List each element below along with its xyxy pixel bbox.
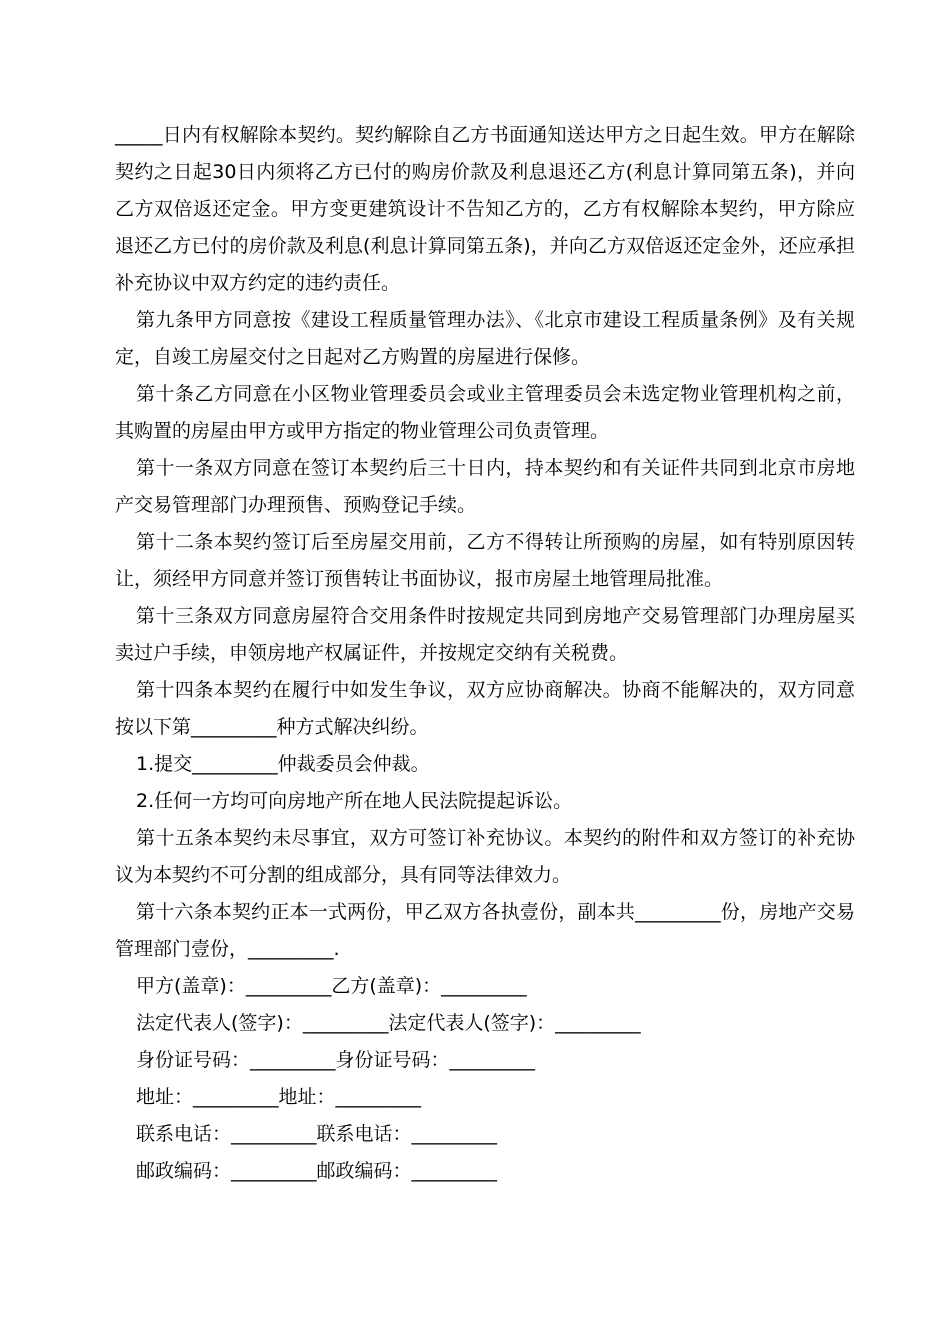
document-body [115,117,855,1190]
signature-line-postal-code: 邮政编码：_________邮政编码：_________ [136,1160,498,1182]
signature-line-id-number: 身份证号码：_________身份证号码：_________ [136,1049,536,1071]
signature-line-phone: 联系电话：_________联系电话：_________ [136,1123,498,1145]
signature-line-legal-rep: 法定代表人(签字)：_________法定代表人(签字)：_________ [136,1012,641,1034]
paragraph-article-10: 第十条乙方同意在小区物业管理委员会或业主管理委员会未选定物业管理机构之前，其购置的房屋由甲方或甲方指定的物业管理公司负责管理。 [115,383,855,442]
paragraph-article-11: 第十一条双方同意在签订本契约后三十日内，持本契约和有关证件共同到北京市房地产交易管理部门办理预售、预购登记手续。 [115,457,855,516]
signature-block [115,968,855,1190]
signature-line-seal: 甲方(盖章)：_________乙方(盖章)：_________ [136,975,527,997]
paragraph-article-16: 第十六条本契约正本一式两份，甲乙双方各执壹份，副本共_________份，房地产交易管理部门壹份，_________. [115,901,855,960]
paragraph-termination-clause: _____日内有权解除本契约。契约解除自乙方书面通知送达甲方之日起生效。甲方在解除契约之日起30日内须将乙方已付的购房价款及利息退还乙方(利息计算同第五条)，并向乙方双倍返还定金。甲方变更建筑设计不告知乙方的，乙方有权解除本契约，甲方除应退还乙方已付的房价款及利息(利息计算同第五条)，并向乙方双倍返还定金外，还应承担补充协议中双方约定的违约责任。 [115,124,855,294]
paragraph-article-9: 第九条甲方同意按《建设工程质量管理办法》、《北京市建设工程质量条例》及有关规定，自竣工房屋交付之日起对乙方购置的房屋进行保修。 [115,309,855,368]
paragraph-article-13: 第十三条双方同意房屋符合交用条件时按规定共同到房地产交易管理部门办理房屋买卖过户手续，申领房地产权属证件，并按规定交纳有关税费。 [115,605,855,664]
paragraph-article-15: 第十五条本契约未尽事宜，双方可签订补充协议。本契约的附件和双方签订的补充协议为本契约不可分割的组成部分，具有同等法律效力。 [115,827,855,886]
paragraph-option-1: 1.提交_________仲裁委员会仲裁。 [136,753,430,775]
paragraph-option-2: 2.任何一方均可向房地产所在地人民法院提起诉讼。 [136,790,573,812]
paragraph-article-14: 第十四条本契约在履行中如发生争议，双方应协商解决。协商不能解决的，双方同意按以下第_________种方式解决纠纷。 [115,679,855,738]
signature-line-address: 地址：_________地址：_________ [136,1086,422,1108]
paragraph-article-12: 第十二条本契约签订后至房屋交用前，乙方不得转让所预购的房屋，如有特别原因转让，须经甲方同意并签订预售转让书面协议，报市房屋土地管理局批准。 [115,531,855,590]
